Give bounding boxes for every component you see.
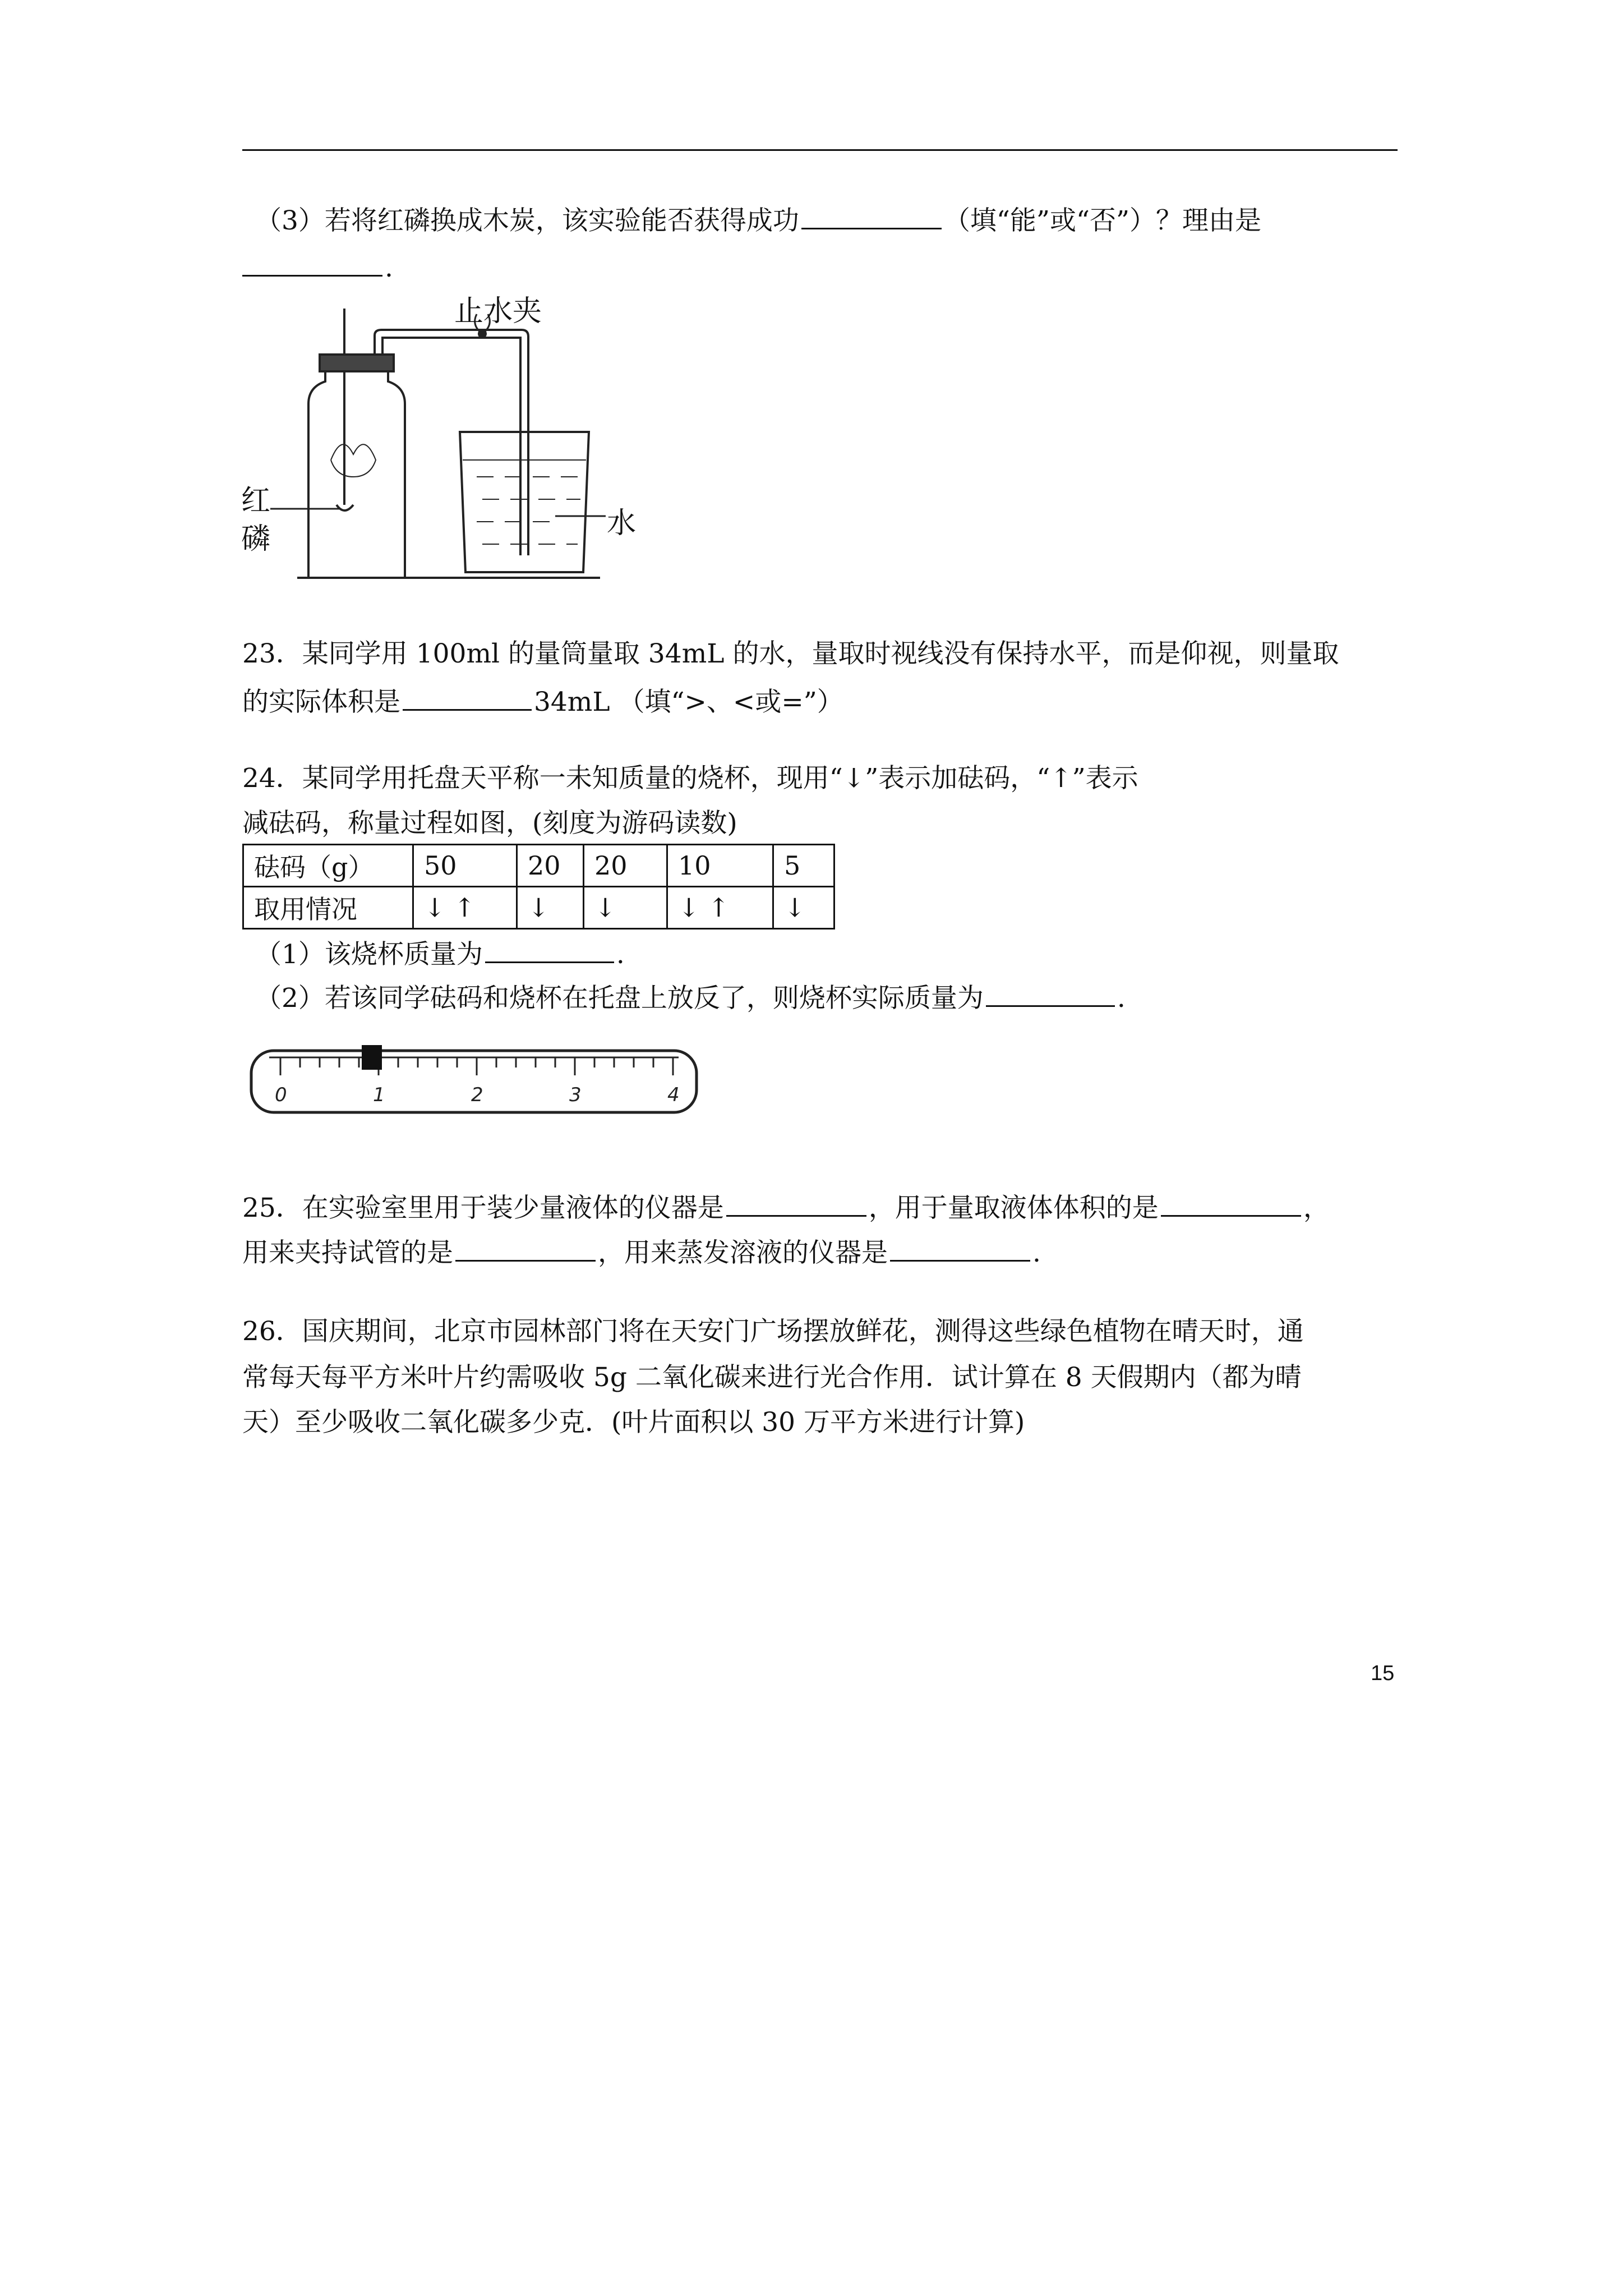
q23-line2: 的实际体积是 34mL （填“>、<或=”） — [242, 681, 843, 723]
q25-line1: 25．在实验室里用于装少量液体的仪器是 ，用于量取液体体积的是 ， — [242, 1187, 1330, 1228]
red-phosphorus-label-2: 磷 — [241, 522, 271, 556]
rider-slider[interactable] — [362, 1045, 382, 1070]
table-row — [243, 845, 834, 887]
ruler-tick-label: 1 — [373, 1084, 385, 1106]
table-cell: ↓ — [517, 887, 584, 929]
answer-blank[interactable] — [455, 1232, 596, 1262]
table-cell: 5 — [773, 845, 834, 887]
red-phosphorus-label-1: 红 — [241, 484, 271, 518]
q23-line1: 23．某同学用 100ml 的量筒量取 34mL 的水，量取时视线没有保持水平，而是仰视，则量取 — [242, 638, 1339, 669]
ruler-tick-label: 3 — [569, 1084, 582, 1106]
table-cell: 20 — [517, 845, 584, 887]
ruler-tick-label: 0 — [275, 1084, 287, 1106]
header-rule — [242, 149, 1398, 151]
table-cell: 取用情况 — [243, 887, 413, 929]
table-cell: 50 — [413, 845, 517, 887]
phosphorus-apparatus-figure — [241, 292, 637, 583]
table-cell: ↓ — [773, 887, 834, 929]
q24-sub2: （2）若该同学砝码和烧杯在托盘上放反了，则烧杯实际质量为 . — [255, 977, 1126, 1019]
q26-line2: 常每天每平方米叶片约需吸收 5g 二氧化碳来进行光合作用．试计算在 8 天假期内（都为晴 — [242, 1362, 1302, 1393]
table-cell: ↓ ↑ — [413, 887, 517, 929]
ruler-tick-label: 2 — [471, 1084, 483, 1106]
answer-blank[interactable] — [726, 1187, 866, 1217]
answer-blank[interactable] — [890, 1232, 1030, 1262]
table-cell: 砝码（g） — [243, 845, 413, 887]
answer-blank[interactable] — [485, 933, 614, 963]
answer-blank[interactable] — [242, 247, 382, 277]
ruler-tick-label: 4 — [667, 1084, 680, 1106]
weights-table — [242, 844, 835, 930]
q22-sub3-line1: （3）若将红磷换成木炭，该实验能否获得成功 （填“能”或“否”）？理由是 — [255, 200, 1261, 241]
page-number: 15 — [1371, 1662, 1395, 1685]
q26-line3: 天）至少吸收二氧化碳多少克．(叶片面积以 30 万平方米进行计算) — [242, 1407, 1025, 1438]
answer-blank[interactable] — [801, 200, 942, 229]
apparatus-drawing — [241, 292, 623, 583]
q26-line1: 26．国庆期间，北京市园林部门将在天安门广场摆放鲜花，测得这些绿色植物在晴天时，通 — [242, 1316, 1304, 1347]
balance-rider-scale — [247, 1035, 701, 1125]
q24-sub1: （1）该烧杯质量为 . — [255, 933, 625, 975]
q25-line2: 用来夹持试管的是 ，用来蒸发溶液的仪器是 . — [242, 1232, 1041, 1273]
table-cell: 10 — [667, 845, 773, 887]
ruler-drawing — [247, 1035, 701, 1125]
answer-blank[interactable] — [986, 977, 1115, 1007]
table-cell: 20 — [584, 845, 667, 887]
q24-line1: 24．某同学用托盘天平称一未知质量的烧杯，现用“↓”表示加砝码，“↑”表示 — [242, 763, 1138, 794]
clamp-label: 止水夹 — [454, 295, 542, 328]
answer-blank[interactable] — [403, 681, 532, 711]
table-row — [243, 887, 834, 929]
q24-line2: 减砝码，称量过程如图，(刻度为游码读数) — [242, 808, 737, 839]
water-label: 水 — [607, 507, 637, 540]
q22-sub3-line2: . — [242, 247, 393, 288]
table-cell: ↓ — [584, 887, 667, 929]
table-cell: ↓ ↑ — [667, 887, 773, 929]
answer-blank[interactable] — [1161, 1187, 1301, 1217]
